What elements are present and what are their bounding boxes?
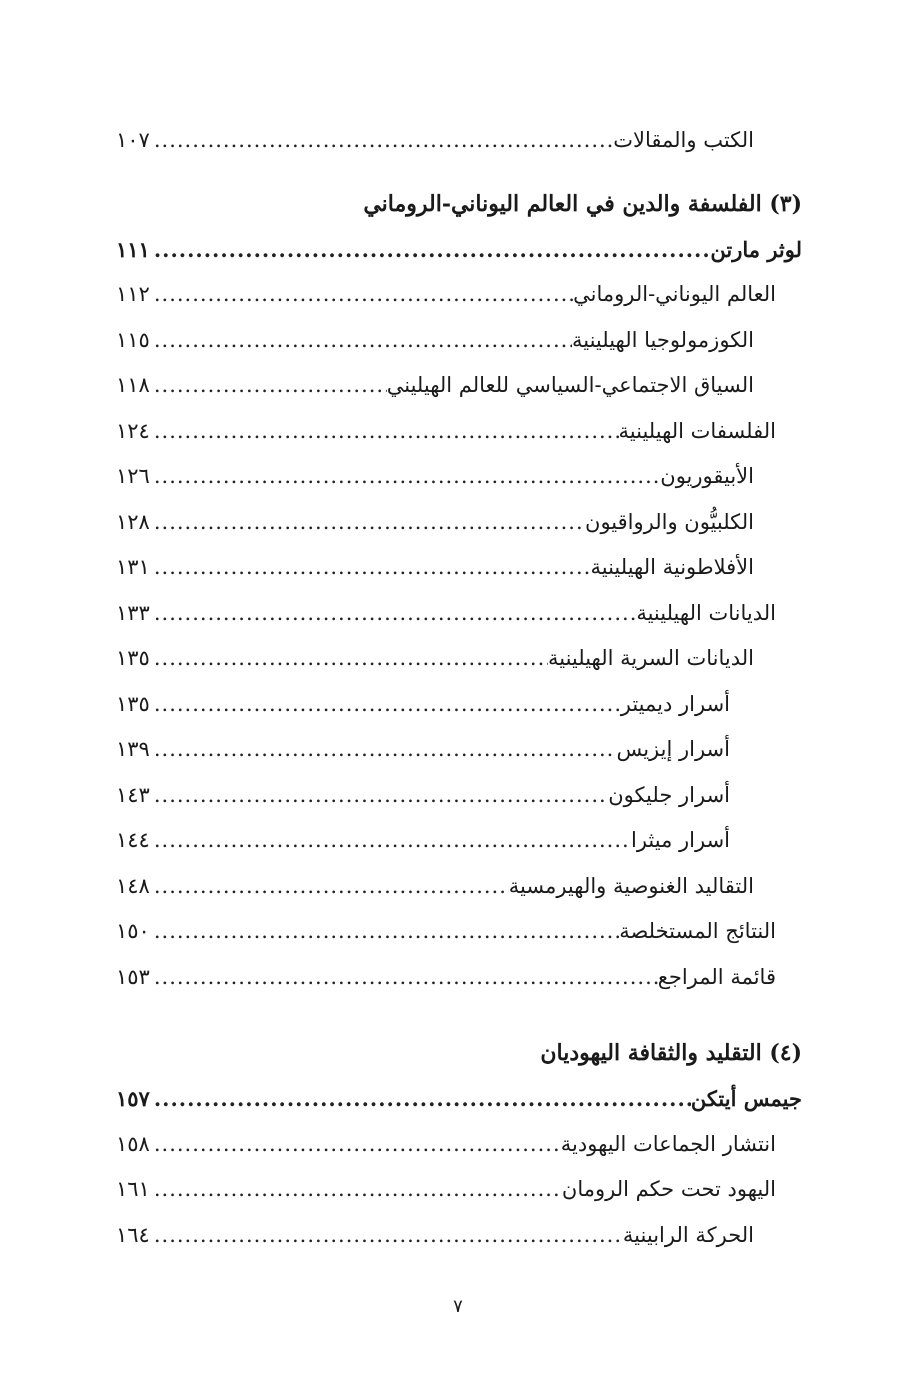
toc-entry[interactable]: [116, 591, 802, 637]
toc-entry-title: الديانات السرية الهيلينية: [548, 646, 754, 670]
author-name: جيمس أيتكن: [690, 1086, 802, 1111]
toc-entry[interactable]: [116, 500, 802, 546]
toc-entry[interactable]: [116, 773, 802, 819]
toc-entry-title: اليهود تحت حكم الرومان: [561, 1177, 776, 1201]
dot-leader: [150, 955, 658, 1001]
toc-entry-title: انتشار الجماعات اليهودية: [560, 1131, 776, 1156]
toc-entry-page: ١٥٧: [116, 1086, 150, 1111]
dot-leader: [150, 454, 660, 500]
toc-entry-title: أسرار ديميتر: [620, 691, 730, 716]
table-of-contents: [116, 118, 802, 1258]
toc-entry-page: ١١١: [116, 236, 150, 262]
toc-entry-title: أسرار ميثرا: [630, 828, 730, 852]
dot-leader: [150, 1076, 691, 1122]
toc-entry-page: ١٦١: [116, 1177, 150, 1201]
dot-leader: [150, 636, 548, 682]
toc-entry-page: ١٣٥: [116, 691, 150, 716]
toc-entry[interactable]: [116, 118, 802, 164]
toc-entry[interactable]: [116, 272, 802, 318]
author-name: لوثر مارتن: [710, 236, 802, 262]
toc-entry-page: ١٣٩: [116, 737, 150, 761]
dot-leader: [150, 318, 572, 364]
toc-entry-page: ١٤٣: [116, 782, 150, 807]
dot-leader: [150, 118, 613, 164]
dot-leader: [150, 409, 619, 455]
toc-entry[interactable]: [116, 454, 802, 500]
toc-entry[interactable]: [116, 1122, 802, 1168]
dot-leader: [150, 1122, 561, 1168]
toc-entry-page: ١٣٥: [116, 646, 150, 670]
dot-leader: [150, 545, 591, 591]
toc-entry-title: الكتب والمقالات: [613, 128, 754, 152]
chapter-entries: [116, 1122, 802, 1259]
toc-entry-page: ١٦٤: [116, 1222, 150, 1247]
toc-entry-page: ١٤٨: [116, 873, 150, 898]
dot-leader: [150, 773, 608, 819]
dot-leader: [150, 727, 617, 773]
toc-entry-page: ١٢٤: [116, 418, 150, 443]
toc-entry-title: قائمة المراجع: [657, 964, 776, 989]
toc-entry[interactable]: [116, 1213, 802, 1259]
dot-leader: [150, 272, 573, 318]
toc-entry[interactable]: [116, 682, 802, 728]
toc-entry[interactable]: [116, 955, 802, 1001]
toc-entry-title: العالم اليوناني-الروماني: [573, 282, 776, 306]
toc-entry-title: الأبيقوريون: [660, 464, 754, 488]
toc-entry[interactable]: [116, 818, 802, 864]
toc-entry[interactable]: [116, 363, 802, 409]
dot-leader: [150, 500, 585, 546]
toc-entry[interactable]: [116, 727, 802, 773]
toc-entry-page: ١٤٤: [116, 828, 150, 852]
toc-entry-title: التقاليد الغنوصية والهيرمسية: [508, 873, 754, 898]
toc-entry[interactable]: [116, 318, 802, 364]
toc-entry-page: ١٣٣: [116, 600, 150, 625]
dot-leader: [150, 909, 619, 955]
toc-entry[interactable]: [116, 1167, 802, 1213]
chapter-heading[interactable]: (٣) الفلسفة والدين في العالم اليوناني-الروماني: [363, 190, 802, 217]
toc-entry[interactable]: [116, 909, 802, 955]
toc-entry-title: الأفلاطونية الهيلينية: [590, 555, 754, 579]
toc-entry[interactable]: [116, 636, 802, 682]
chapter-heading[interactable]: (٤) التقليد والثقافة اليهوديان: [540, 1040, 802, 1066]
dot-leader: [150, 682, 621, 728]
toc-author-entry[interactable]: [116, 227, 802, 273]
toc-entry-title: أسرار جليكون: [608, 782, 730, 807]
toc-entry-title: الكلبيُّون والرواقيون: [585, 509, 754, 534]
dot-leader: [150, 363, 387, 409]
toc-entry-page: ١١٨: [116, 373, 150, 397]
dot-leader: [150, 864, 509, 910]
toc-entry-page: ١١٥: [116, 327, 150, 352]
toc-entry-title: أسرار إيزيس: [616, 737, 730, 761]
toc-entry-title: الكوزمولوجيا الهيلينية: [571, 327, 754, 352]
toc-entry-page: ١٢٦: [116, 464, 150, 488]
dot-leader: [150, 1167, 562, 1213]
toc-entry-title: الحركة الرابينية: [622, 1222, 754, 1247]
toc-author-entry[interactable]: [116, 1076, 802, 1122]
toc-entry-page: ١٠٧: [116, 128, 150, 152]
toc-entry[interactable]: [116, 864, 802, 910]
dot-leader: [150, 818, 631, 864]
toc-entry-page: ١٥٠: [116, 919, 150, 943]
toc-entry-page: ١٥٣: [116, 964, 150, 989]
dot-leader: [150, 1213, 623, 1259]
toc-entry-page: ١١٢: [116, 282, 150, 306]
toc-entry-page: ١٢٨: [116, 509, 150, 534]
dot-leader: [150, 591, 636, 637]
page-number: ٧: [453, 1296, 463, 1317]
toc-entry[interactable]: [116, 545, 802, 591]
toc-entry-title: السياق الاجتماعي-السياسي للعالم الهيليني: [386, 373, 754, 397]
chapter-entries: [116, 272, 802, 1000]
toc-entry-page: ١٣١: [116, 555, 150, 579]
toc-entry[interactable]: [116, 409, 802, 455]
toc-entry-title: الفلسفات الهيلينية: [618, 418, 776, 443]
dot-leader: [150, 227, 711, 273]
toc-entry-page: ١٥٨: [116, 1131, 150, 1156]
toc-entry-title: النتائج المستخلصة: [619, 919, 776, 943]
toc-entry-title: الديانات الهيلينية: [636, 600, 776, 625]
